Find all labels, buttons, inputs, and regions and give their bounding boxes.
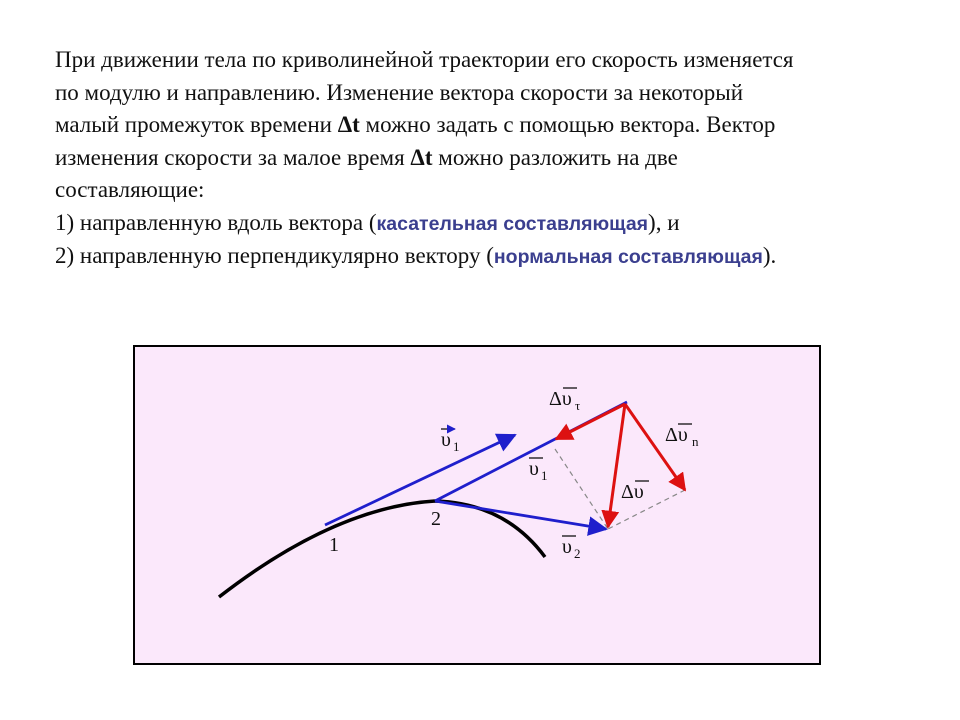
tangential-term: касательная составляющая <box>376 212 649 235</box>
v2-symbol: υ <box>562 536 572 558</box>
dv-n-vector <box>625 404 685 490</box>
v2-label <box>562 536 581 561</box>
dv-tau-label <box>549 388 580 413</box>
v2-subscript: 2 <box>574 546 581 561</box>
v2-vector <box>435 501 606 529</box>
v1-subscript: 1 <box>453 439 460 454</box>
text-line-4-start: изменения скорости за малое время <box>55 144 411 170</box>
velocity-diagram <box>133 345 821 665</box>
explanation-text <box>55 44 935 274</box>
dv-n-label <box>665 424 699 449</box>
text-line-4 <box>55 142 935 175</box>
list-item-1 <box>55 207 935 241</box>
v1-shifted-symbol: υ <box>529 458 539 480</box>
text-line-1: При движении тела по криволинейной траектории его скорость изменяется <box>55 47 794 72</box>
dv-tau-subscript: τ <box>575 398 581 413</box>
dv-vector <box>608 404 625 527</box>
list-item-2-end: ). <box>762 243 777 268</box>
point-1-label: 1 <box>329 534 339 556</box>
dashed-line-v1-tip <box>555 449 608 529</box>
text-line-3 <box>55 109 935 142</box>
dv-label <box>621 481 649 503</box>
dv-symbol: Δυ <box>621 481 644 503</box>
list-item-2-start: 2) направленную перпендикулярно вектору ( <box>55 243 494 268</box>
list-item-2 <box>55 240 935 274</box>
list-item-1-start: 1) направленную вдоль вектора ( <box>55 209 377 235</box>
dashed-line-dvn-v2 <box>608 490 685 529</box>
delta-t-symbol: Δt <box>337 112 360 137</box>
text-line-2: по модулю и направлению. Изменение вектора скорости за некоторый <box>55 79 744 105</box>
trajectory-curve <box>219 501 545 597</box>
v1-shifted-subscript: 1 <box>541 468 548 483</box>
list-item-1-end: ), и <box>648 209 680 235</box>
v1-label <box>441 429 460 454</box>
v1-symbol: υ <box>441 429 451 451</box>
text-line-3-end: можно задать с помощью вектора. Вектор <box>359 112 776 137</box>
dv-tau-symbol: Δυ <box>549 388 572 410</box>
dv-n-subscript: n <box>692 434 699 449</box>
normal-term: нормальная составляющая <box>493 246 763 268</box>
v1-shifted-label <box>529 458 548 483</box>
dv-n-symbol: Δυ <box>665 424 688 446</box>
text-line-3-start: малый промежуток времени <box>55 112 338 137</box>
point-2-label: 2 <box>431 508 441 530</box>
text-line-4-end: можно разложить на две <box>432 144 678 170</box>
text-line-5: составляющие: <box>55 177 205 202</box>
diagram-canvas <box>135 347 819 663</box>
delta-t-symbol: Δt <box>410 144 433 170</box>
